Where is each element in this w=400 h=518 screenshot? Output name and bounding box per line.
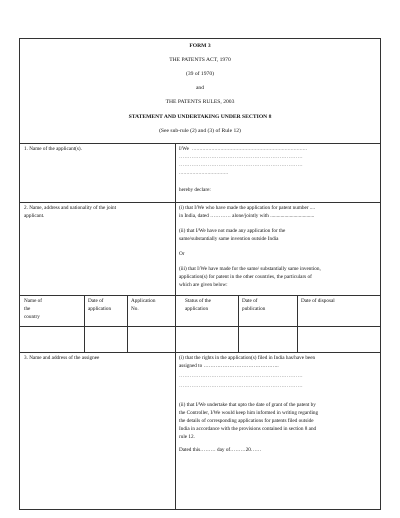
table-header-country: country bbox=[24, 314, 40, 320]
row-divider bbox=[20, 143, 380, 144]
row-divider bbox=[20, 326, 380, 327]
table-header-application-no: No. bbox=[131, 306, 139, 312]
and-text: and bbox=[195, 85, 205, 91]
subrule-reference: (See sub-rule (2) and (3) of Rule 12) bbox=[159, 128, 241, 134]
declaration-iii: application(s) for patent in the other countries, the particulars of bbox=[179, 274, 312, 280]
table-header-date-of-publication: publication bbox=[242, 306, 266, 312]
table-header-status: Status of the bbox=[185, 298, 211, 304]
declaration-iii: (iii) that I/We have made for the same/ substantially same invention, bbox=[179, 266, 321, 272]
form-number: FORM 3 bbox=[189, 43, 211, 49]
table-header-application-no: Application bbox=[131, 298, 156, 304]
undertaking-ii: rule 12. bbox=[179, 434, 195, 440]
assignee-label: 3. Name and address of the assignee bbox=[24, 355, 100, 361]
declaration-ii: same/substantially same invention outside India bbox=[179, 236, 279, 242]
assignment-declaration: (i) that the rights in the application(s) filed in India has/have been bbox=[179, 355, 316, 361]
table-header-date-of-publication: Date of bbox=[242, 298, 258, 304]
table-header-country: Name of bbox=[24, 298, 43, 304]
dated-line: Dated this……… day of………20…… bbox=[179, 447, 262, 453]
row-divider bbox=[20, 352, 380, 353]
declaration-i: in India, dated ………… alone/jointly with .................................. bbox=[179, 213, 315, 219]
table-column-divider bbox=[127, 295, 128, 352]
row-divider bbox=[20, 202, 380, 203]
joint-applicant-label: applicant. bbox=[24, 213, 45, 219]
joint-applicant-label: 2. Name, address and nationality of the joint bbox=[24, 205, 117, 211]
table-header-date-of-application: Date of bbox=[88, 298, 104, 304]
assignee-line: …………………………………………………………… bbox=[179, 373, 303, 379]
rules-name: THE PATENTS RULES, 2003 bbox=[165, 99, 235, 105]
act-name: THE PATENTS ACT, 1970 bbox=[169, 57, 231, 63]
applicant-name-line: ................................. bbox=[179, 170, 229, 176]
act-year: (39 of 1970) bbox=[186, 71, 214, 77]
hereby-declare-text: hereby declare: bbox=[179, 187, 211, 193]
table-header-country: the bbox=[24, 306, 31, 312]
applicant-name-line: …………………………………………………………… bbox=[179, 154, 303, 160]
or-text: Or bbox=[179, 251, 185, 257]
table-header-status: application bbox=[185, 306, 209, 312]
undertaking-ii: the Controller, I/We would keep him informed in writing regarding bbox=[179, 410, 319, 416]
table-header-date-of-disposal: Date of disposal bbox=[301, 298, 335, 304]
declaration-ii: (ii) that I/We have not made any application for the bbox=[179, 228, 286, 234]
row-divider bbox=[20, 295, 380, 296]
table-column-divider bbox=[297, 295, 298, 352]
assignee-line: …………………………………………………………… bbox=[179, 383, 303, 389]
column-divider bbox=[175, 352, 176, 510]
declaration-i: (i) that I/We who have made the application for patent number .... bbox=[179, 205, 315, 211]
applicant-name-label: 1. Name of the applicant(s). bbox=[24, 146, 82, 152]
statement-title: STATEMENT AND UNDERTAKING UNDER SECTION 8 bbox=[128, 114, 272, 120]
applicant-name-line: …………………………………………………………… bbox=[179, 162, 303, 168]
undertaking-ii: India in accordance with the provisions contained in section 8 and bbox=[179, 426, 317, 432]
table-column-divider bbox=[238, 295, 239, 352]
undertaking-ii: (ii) that I/We undertake that upto the date of grant of the patent by bbox=[179, 402, 316, 408]
table-column-divider bbox=[84, 295, 85, 352]
declaration-iii: which are given below: bbox=[179, 282, 228, 288]
undertaking-ii: the details of corresponding applications for patents filed outside bbox=[179, 418, 314, 424]
iwe-text: I/We bbox=[179, 146, 189, 152]
assignment-declaration: assigned to …………………………………….. bbox=[179, 363, 279, 369]
table-header-date-of-application: application bbox=[88, 306, 112, 312]
form-3-page bbox=[19, 38, 381, 510]
applicant-name-line: ............................................................................. bbox=[192, 146, 308, 152]
